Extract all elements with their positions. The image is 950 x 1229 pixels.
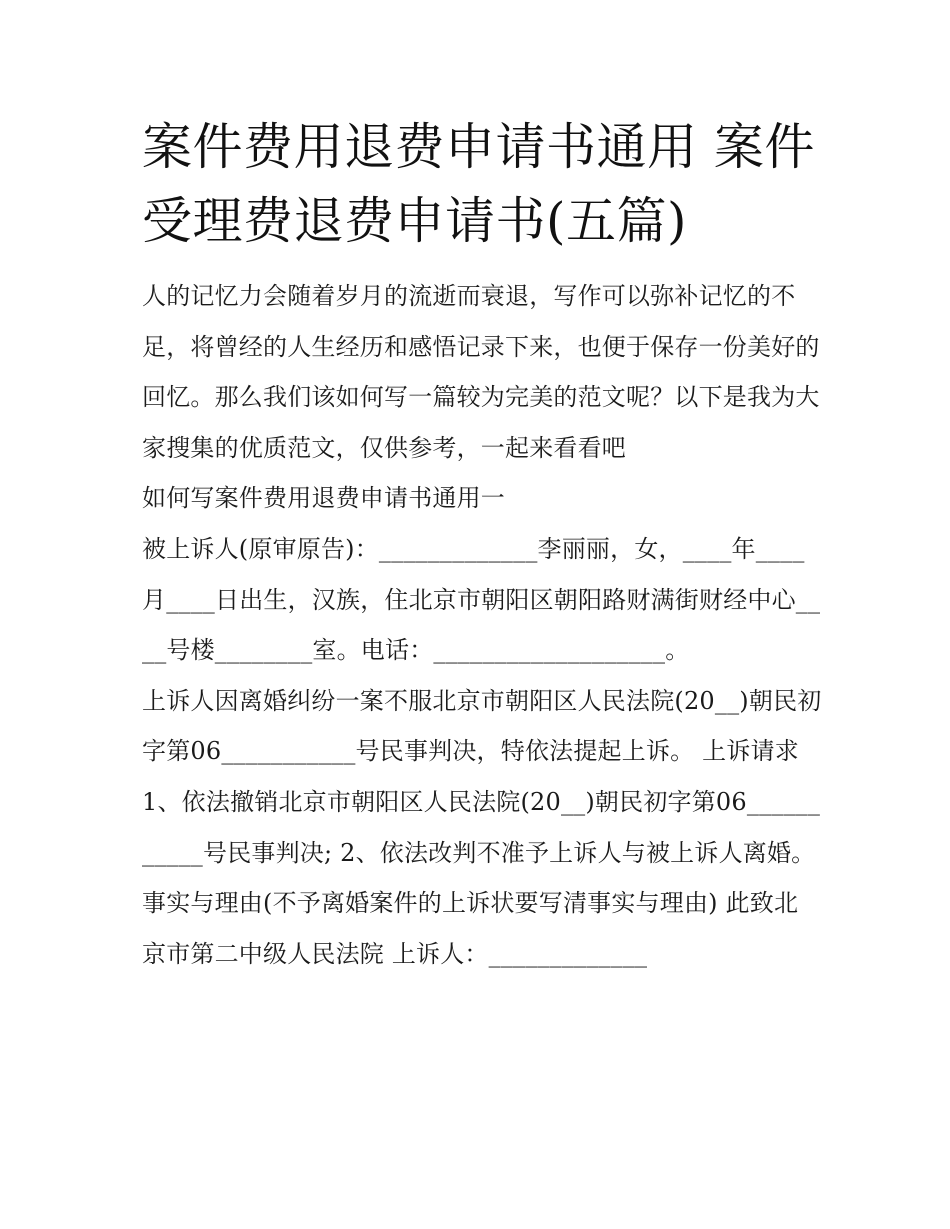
document-title: 案件费用退费申请书通用 案件受理费退费申请书(五篇) — [142, 118, 815, 250]
appeal-requests-paragraph: 1、依法撤销北京市朝阳区人民法院(20__)朝民初字第06___________号民事判决; 2、依法改判不准予上诉人与被上诉人离婚。 — [142, 787, 821, 867]
section-heading: 如何写案件费用退费申请书通用一 — [142, 484, 505, 513]
facts-reasons-paragraph: 事实与理由(不予离婚案件的上诉状要写清事实与理由) 此致北京市第二中级人民法院 上诉人：_____________ — [142, 889, 799, 968]
document-page — [142, 110, 822, 979]
document-body — [142, 271, 822, 979]
appellee-info-paragraph: 被上诉人(原审原告)：_____________李丽丽，女，____年____月____日出生，汉族，住北京市朝阳区朝阳路财满街财经中心____号楼________室。电话：___________________。 — [142, 534, 821, 665]
appeal-statement-paragraph: 上诉人因离婚纠纷一案不服北京市朝阳区人民法院(20__)朝民初字第06___________号民事判决，特依法提起上诉。 上诉请求 — [142, 686, 822, 766]
intro-paragraph: 人的记忆力会随着岁月的流逝而衰退，写作可以弥补记忆的不足，将曾经的人生经历和感悟记录下来，也便于保存一份美好的回忆。那么我们该如何写一篇较为完美的范文呢？以下是我为大家搜集的优质范文，仅供参考，一起来看看吧 — [142, 282, 820, 462]
